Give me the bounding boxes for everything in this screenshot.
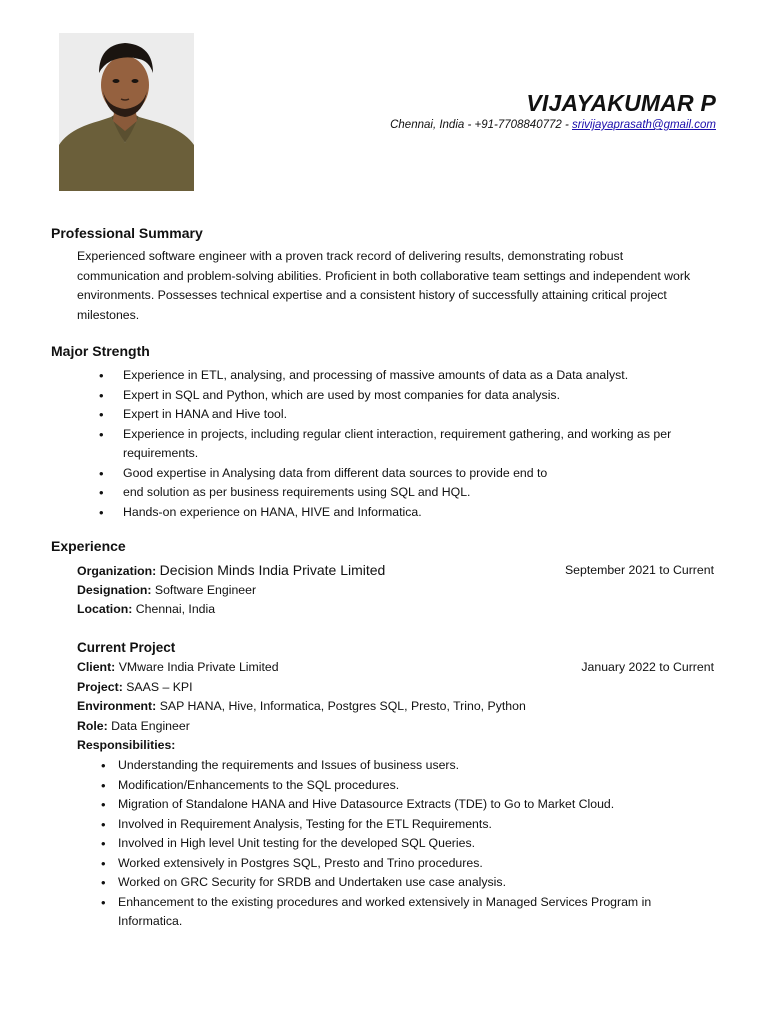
responsibilities-row: [77, 736, 714, 756]
experience-title: Experience: [51, 538, 126, 554]
strength-title: Major Strength: [51, 343, 150, 359]
role-row: [77, 717, 714, 737]
project-label: Project:: [77, 680, 123, 694]
summary-title: Professional Summary: [51, 225, 203, 241]
location-value: Chennai, India: [135, 602, 216, 616]
organization-label: Organization:: [77, 564, 157, 578]
client-label: Client:: [77, 660, 116, 674]
list-item: • Good expertise in Analysing data from different data sources to provide end to: [77, 464, 707, 484]
environment-label: Environment:: [77, 699, 157, 713]
list-item: • Worked on GRC Security for SRDB and Undertaken use case analysis.: [77, 873, 707, 893]
location-row: [77, 600, 714, 620]
designation-label: Designation:: [77, 583, 152, 597]
list-item: • Experience in ETL, analysing, and processing of massive amounts of data as a Data analyst.: [77, 366, 707, 386]
list-item: • Enhancement to the existing procedures and worked extensively in Managed Services Program in Informatica.: [77, 893, 707, 932]
list-item: • end solution as per business requirements using SQL and HQL.: [77, 483, 707, 503]
list-item: • Understanding the requirements and Issues of business users.: [77, 756, 707, 776]
project-value: SAAS – KPI: [126, 680, 193, 694]
organization-value: Decision Minds India Private Limited: [159, 562, 386, 578]
organization-row: [77, 561, 714, 582]
role-label: Role:: [77, 719, 108, 733]
list-item: • Hands-on experience on HANA, HIVE and Informatica.: [77, 503, 707, 523]
list-item: • Expert in SQL and Python, which are used by most companies for data analysis.: [77, 386, 707, 406]
list-item: • Worked extensively in Postgres SQL, Presto and Trino procedures.: [77, 854, 707, 874]
summary-text: Experienced software engineer with a proven track record of delivering results, demonstrating robust communication and problem-solving abilities. Proficient in both collaborative team settings and independent work environments. Possesses technical expertise and a consistent history of successfully attaining critical project milestones.: [77, 249, 691, 322]
client-value: VMware India Private Limited: [118, 660, 279, 674]
contact-text: Chennai, India - +91-7708840772 -: [390, 119, 573, 131]
list-item: • Experience in projects, including regular client interaction, requirement gathering, and working as per requirements.: [77, 425, 707, 464]
client-dates: January 2022 to Current: [581, 660, 714, 674]
responsibilities-list: [77, 756, 707, 932]
environment-value: SAP HANA, Hive, Informatica, Postgres SQL, Presto, Trino, Python: [159, 699, 526, 713]
email-link[interactable]: srivijayaprasath@gmail.com: [572, 119, 716, 131]
designation-value: Software Engineer: [154, 583, 257, 597]
list-item: • Involved in Requirement Analysis, Testing for the ETL Requirements.: [77, 815, 707, 835]
list-item: • Modification/Enhancements to the SQL procedures.: [77, 776, 707, 796]
strength-list: [77, 366, 707, 522]
list-item: • Involved in High level Unit testing for the developed SQL Queries.: [77, 834, 707, 854]
candidate-name: VIJAYAKUMAR P: [526, 90, 716, 116]
project-row: [77, 678, 714, 698]
current-project-title: Current Project: [77, 640, 176, 655]
client-row: [77, 658, 714, 678]
environment-row: [77, 697, 714, 717]
responsibilities-label: Responsibilities:: [77, 738, 176, 752]
profile-photo: [59, 33, 194, 191]
contact-line: [390, 119, 716, 131]
designation-row: [77, 581, 714, 601]
organization-dates: September 2021 to Current: [564, 563, 714, 577]
list-item: • Expert in HANA and Hive tool.: [77, 405, 707, 425]
location-label: Location:: [77, 602, 133, 616]
role-value: Data Engineer: [111, 719, 190, 733]
list-item: • Migration of Standalone HANA and Hive Datasource Extracts (TDE) to Go to Market Cloud.: [77, 795, 707, 815]
